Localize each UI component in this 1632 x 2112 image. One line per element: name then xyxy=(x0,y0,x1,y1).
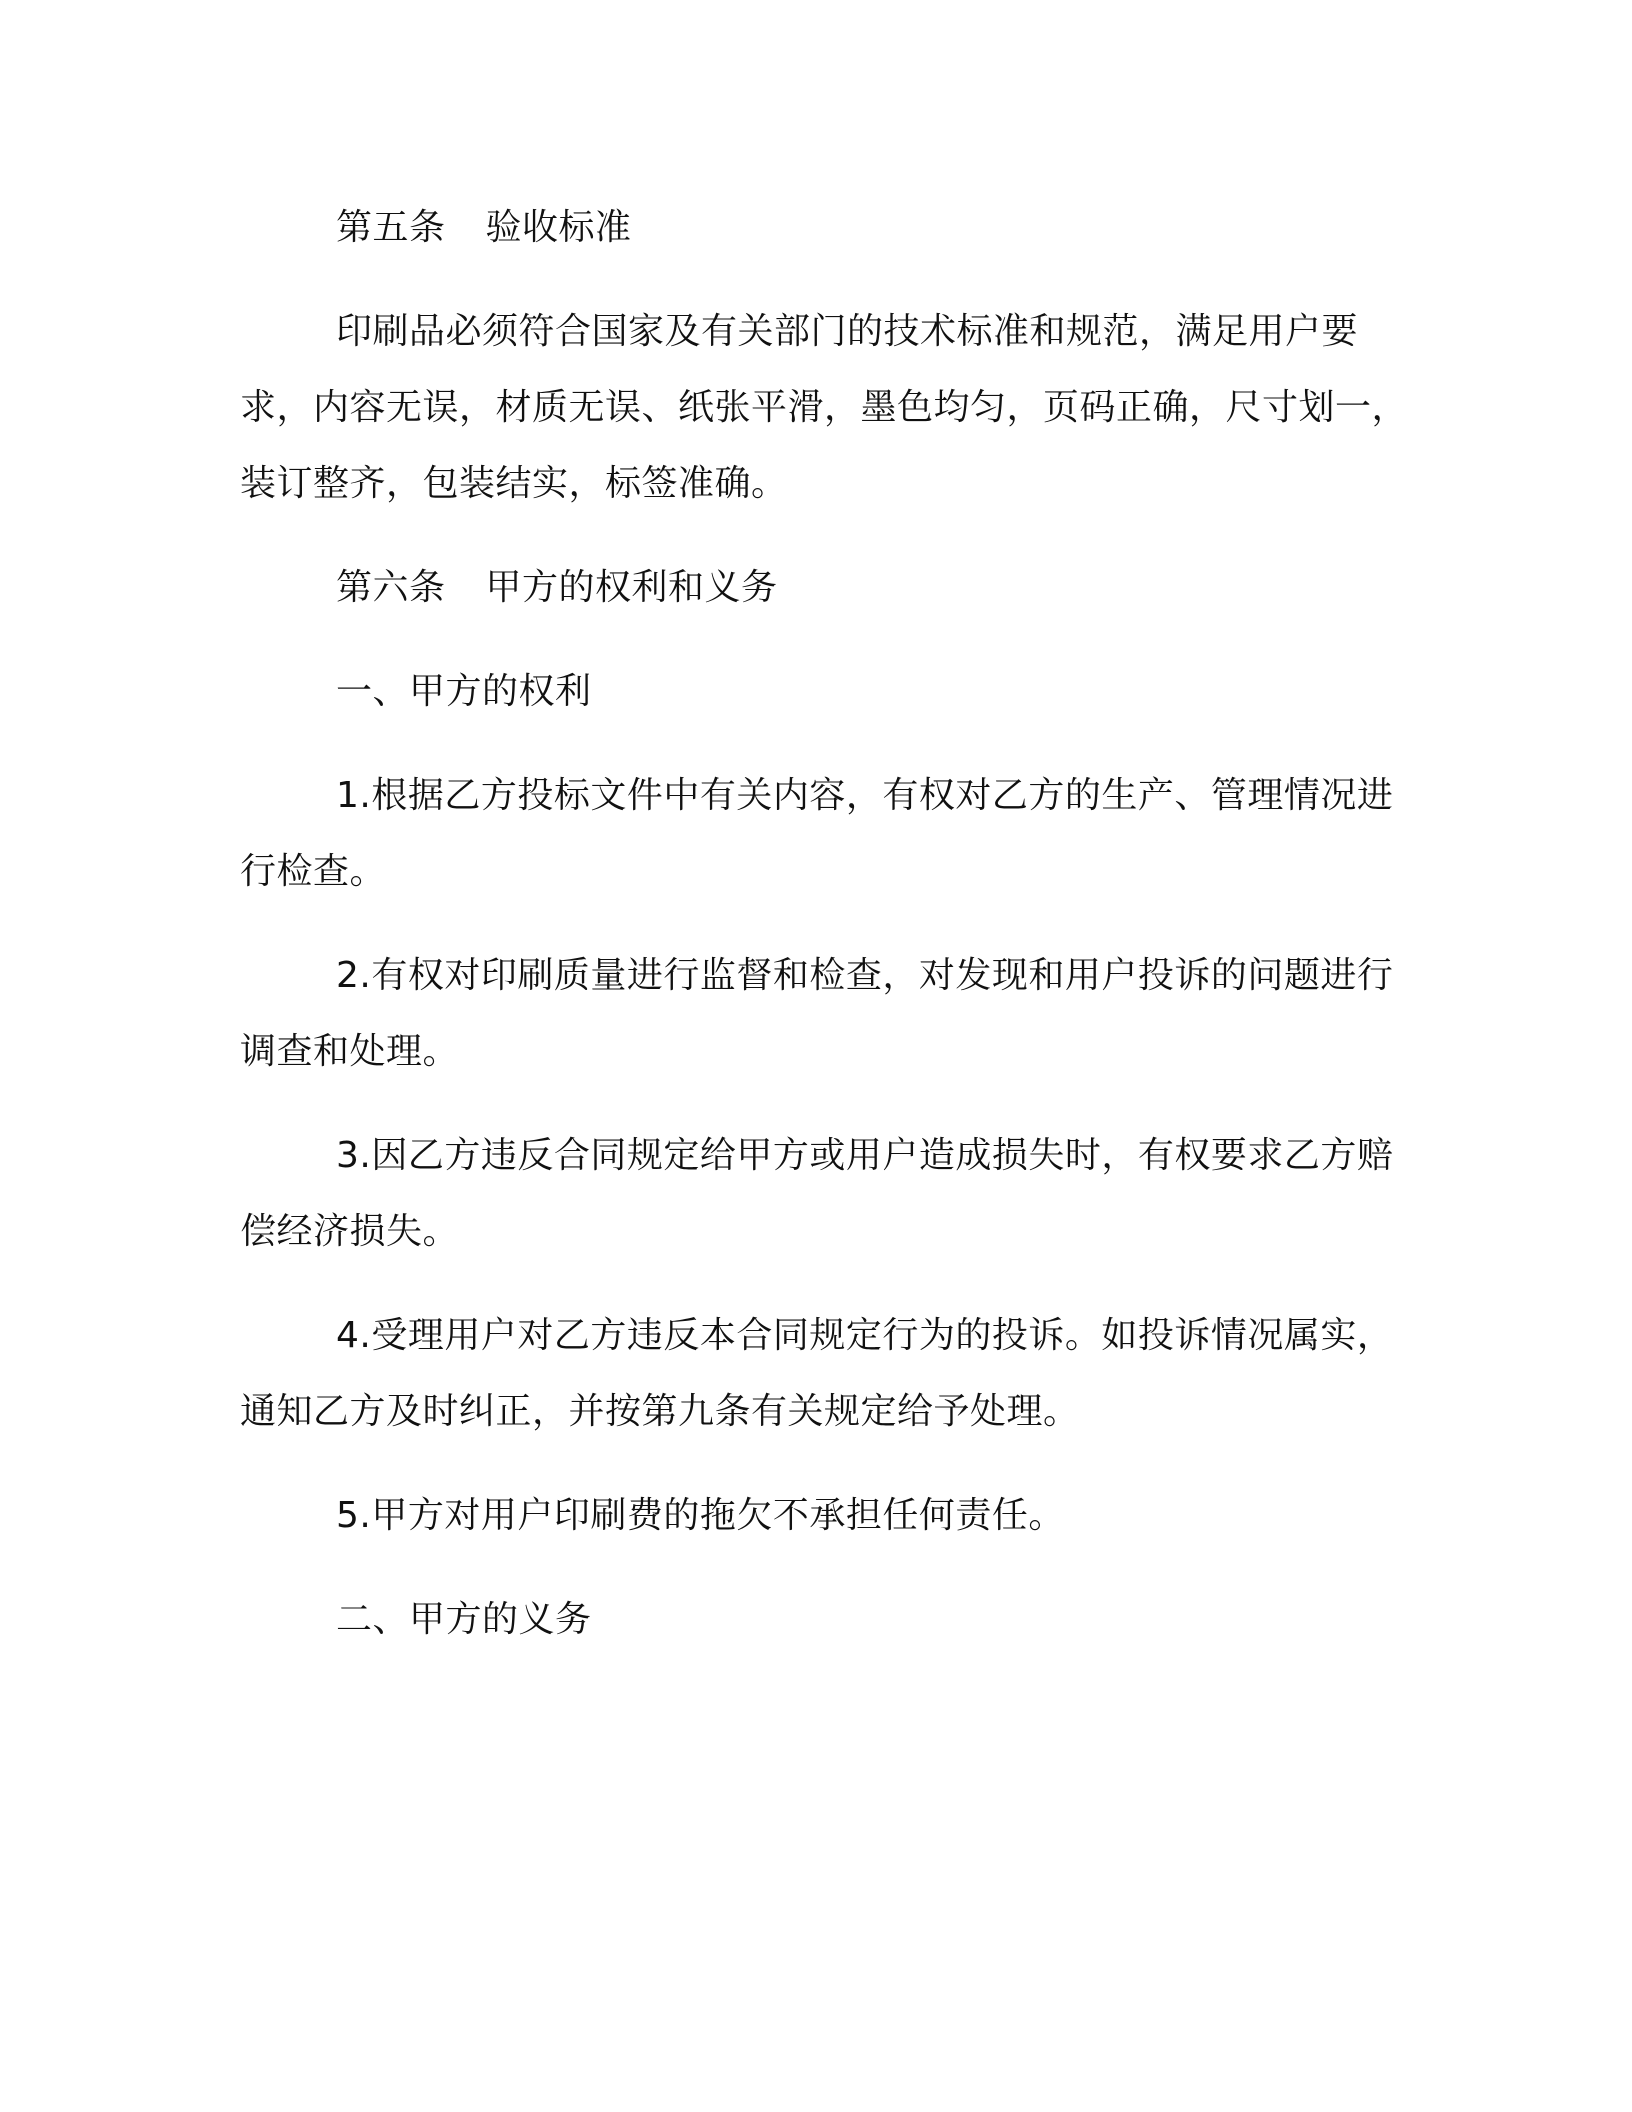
right-item-1: 1.根据乙方投标文件中有关内容，有权对乙方的生产、管理情况进行检查。 xyxy=(240,775,1394,892)
right-item-3: 3.因乙方违反合同规定给甲方或用户造成损失时，有权要求乙方赔偿经济损失。 xyxy=(240,1135,1394,1252)
document-content xyxy=(240,190,1420,1658)
right-item-4: 4.受理用户对乙方违反本合同规定行为的投诉。如投诉情况属实，通知乙方及时纠正，并按第九条有关规定给予处理。 xyxy=(240,1315,1394,1432)
right-item-5: 5.甲方对用户印刷费的拖欠不承担任何责任。 xyxy=(336,1495,1065,1536)
article-5-heading xyxy=(240,190,1420,266)
rights-heading: 一、甲方的权利 xyxy=(336,671,592,712)
article-6-heading xyxy=(240,550,1420,626)
article-5-body: 印刷品必须符合国家及有关部门的技术标准和规范，满足用户要求，内容无误，材质无误、纸张平滑，墨色均匀，页码正确，尺寸划一，装订整齐，包装结实，标签准确。 xyxy=(240,311,1409,504)
article-5-title: 验收标准 xyxy=(485,207,632,248)
obligations-heading: 二、甲方的义务 xyxy=(336,1599,592,1640)
right-item-2: 2.有权对印刷质量进行监督和检查，对发现和用户投诉的问题进行调查和处理。 xyxy=(240,955,1394,1072)
article-6-number: 第六条 xyxy=(336,567,446,608)
article-6-title: 甲方的权利和义务 xyxy=(485,567,778,608)
article-5-number: 第五条 xyxy=(336,207,446,248)
